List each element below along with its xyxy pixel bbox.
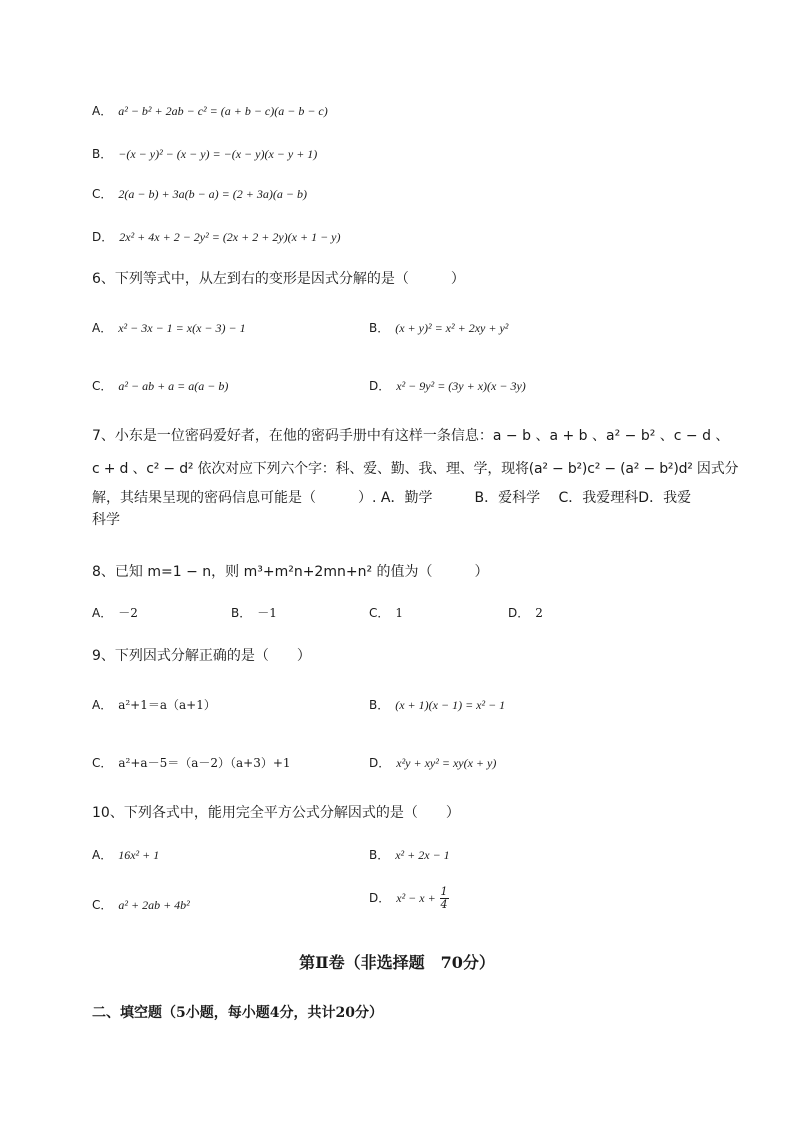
q8-option-d-label: D． [508, 606, 530, 620]
q8-option-c-expr: 1 [395, 606, 404, 620]
q9-option-b-label: B． [369, 698, 390, 712]
q8-option-d-expr: 2 [535, 606, 543, 620]
q7-line-2: c + d 、c² − d² 依次对应下列六个字：科、爱、勤、我、理、学，现将(a² − b²)c² − (a² − b²)d² 因式分 [92, 461, 739, 477]
part2-title: 第Ⅱ卷（非选择题 70分） [299, 953, 495, 972]
q10-option-b [369, 846, 450, 863]
q10-option-a-label: A． [92, 848, 113, 862]
q7-text [92, 420, 742, 530]
q8-option-d [508, 604, 543, 621]
q8-option-b-label: B． [231, 606, 252, 620]
q8-option-c-label: C． [369, 606, 390, 620]
q8-stem: 8、已知 m=1 − n，则 m³+m²n+2mn+n² 的值为（ ） [92, 564, 489, 580]
q6-stem: 6、下列等式中，从左到右的变形是因式分解的是（ ） [92, 271, 465, 287]
q6-option-a-label: A． [92, 321, 113, 335]
q10-stem: 10、下列各式中，能用完全平方公式分解因式的是（ ） [92, 805, 460, 821]
q10-option-a-expr: 16x² + 1 [118, 848, 160, 862]
q6-option-b-label: B． [369, 321, 390, 335]
q9-option-d-label: D． [369, 756, 391, 770]
q7-line-3: 解，其结果呈现的密码信息可能是（ ）. A．勤学 B．爱科学 C．我爱理科D．我爱 [92, 490, 692, 506]
q9-option-d [369, 754, 496, 771]
q9-option-a-expr: a²+1＝a（a+1） [118, 698, 216, 712]
q8-option-a-label: A． [92, 606, 113, 620]
q6-option-c [92, 377, 228, 394]
q5-option-c-expr: 2(a − b) + 3a(b − a) = (2 + 3a)(a − b) [118, 187, 307, 201]
q8-option-a-expr: －2 [118, 606, 138, 620]
q9-option-c-expr: a²+a－5＝（a－2）（a+3）+1 [118, 756, 291, 770]
q6-option-b-expr: (x + y)² = x² + 2xy + y² [395, 321, 509, 335]
q5-option-c-label: C． [92, 187, 113, 201]
q8-option-b [231, 604, 277, 621]
q10-option-d-frac-num: 1 [440, 885, 448, 898]
q8-option-b-expr: －1 [257, 606, 277, 620]
q5-option-c [92, 185, 307, 202]
q6-option-a [92, 319, 246, 336]
q9-option-d-expr: x²y + xy² = xy(x + y) [396, 756, 497, 770]
q9-option-a-label: A． [92, 698, 113, 712]
q5-option-a-label: A． [92, 104, 113, 118]
q6-option-a-expr: x² − 3x − 1 = x(x − 3) − 1 [118, 321, 246, 335]
q9-option-c-label: C． [92, 756, 113, 770]
q5-option-d-label: D． [92, 230, 114, 244]
q5-option-a-expr: a² − b² + 2ab − c² = (a + b − c)(a − b − c) [118, 104, 328, 118]
q8-option-c [369, 604, 403, 621]
q5-option-b-expr: −(x − y)² − (x − y) = −(x − y)(x − y + 1) [118, 147, 318, 161]
q10-option-d-fraction [440, 886, 449, 911]
q8-option-a [92, 604, 138, 621]
q6-option-c-label: C． [92, 379, 113, 393]
q6-option-d-expr: x² − 9y² = (3y + x)(x − 3y) [396, 379, 526, 393]
q10-option-d-frac-den: 4 [440, 898, 448, 911]
q10-option-c-expr: a² + 2ab + 4b² [118, 898, 190, 912]
q10-option-d-label: D． [369, 891, 391, 905]
q9-option-b [369, 696, 505, 713]
q5-option-a [92, 102, 328, 119]
q10-option-c-label: C． [92, 898, 113, 912]
q9-option-a [92, 696, 216, 713]
q10-option-b-label: B． [369, 848, 390, 862]
q7-line-1: 7、小东是一位密码爱好者，在他的密码手册中有这样一条信息：a − b 、a + b 、a² − b² 、c − d 、 [92, 428, 730, 444]
q10-option-a [92, 846, 159, 863]
q6-option-d [369, 377, 526, 394]
q6-option-b [369, 319, 508, 336]
q5-option-d [92, 228, 341, 245]
q10-option-b-expr: x² + 2x − 1 [395, 848, 450, 862]
q9-stem: 9、下列因式分解正确的是（ ） [92, 648, 311, 664]
q10-option-d [369, 886, 449, 911]
fill-in-section-title: 二、填空题（5小题，每小题4分，共计20分） [92, 1005, 383, 1021]
q7-line-4: 科学 [92, 512, 120, 528]
q10-option-c [92, 896, 190, 913]
q5-option-b-label: B． [92, 147, 113, 161]
q10-option-d-prefix: x² − x + [396, 891, 436, 905]
q5-option-d-expr: 2x² + 4x + 2 − 2y² = (2x + 2 + 2y)(x + 1 − y) [119, 230, 341, 244]
q6-option-d-label: D． [369, 379, 391, 393]
q9-option-c [92, 754, 291, 771]
q6-option-c-expr: a² − ab + a = a(a − b) [118, 379, 229, 393]
q9-option-b-expr: (x + 1)(x − 1) = x² − 1 [395, 698, 506, 712]
q5-option-b [92, 145, 317, 162]
